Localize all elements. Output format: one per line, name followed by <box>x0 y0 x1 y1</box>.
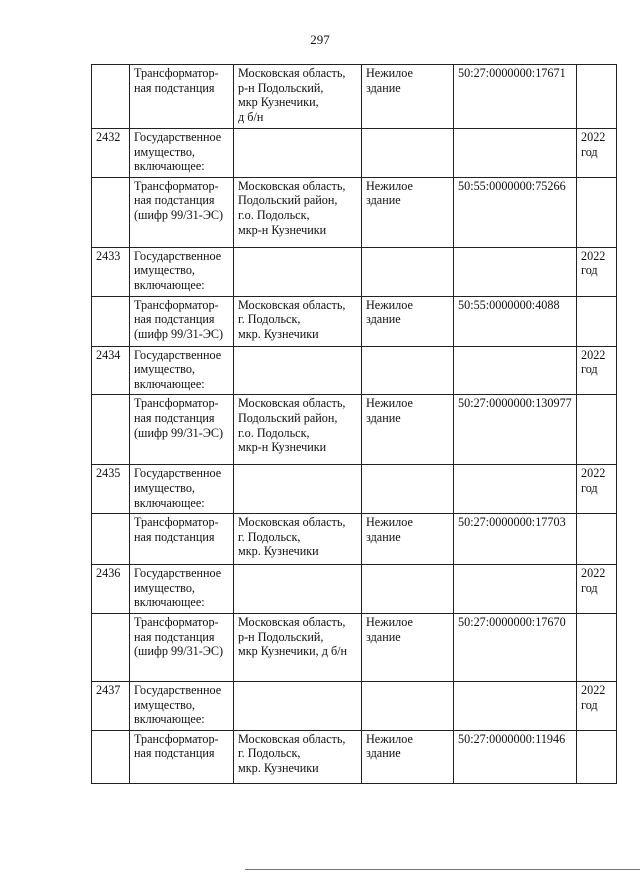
item-year-cell <box>577 177 617 247</box>
item-name-cell <box>130 296 234 346</box>
entry-group-line: имущество, <box>134 144 195 159</box>
entry-number-cell <box>92 129 130 178</box>
item-address-line: мкр. Кузнечики <box>238 326 319 341</box>
table-row <box>92 395 617 465</box>
entry-address-cell <box>234 465 362 514</box>
entry-group-line: имущество, <box>134 362 195 377</box>
item-cadastral-cell <box>454 177 577 247</box>
entry-year-line: 2022 <box>581 130 606 144</box>
entry-number: 2432 <box>96 130 121 144</box>
item-purpose-line: здание <box>366 193 401 208</box>
entry-cadastral-cell <box>454 565 577 614</box>
entry-address-cell <box>234 129 362 178</box>
entry-group-line: включающее: <box>134 712 205 727</box>
item-address-cell <box>234 395 362 465</box>
item-name-cell <box>130 65 234 129</box>
item-purpose-cell <box>362 296 454 346</box>
entry-year-cell <box>577 129 617 178</box>
item-cadastral-cell <box>454 613 577 681</box>
item-year-cell <box>577 730 617 783</box>
item-number-cell <box>92 395 130 465</box>
item-address-cell <box>234 730 362 783</box>
item-address-line: Московская область, <box>238 178 346 193</box>
item-address-line: Московская область, <box>238 515 346 530</box>
item-address-line: Московская область, <box>238 66 346 80</box>
entry-year-line: год <box>581 580 598 595</box>
item-name-line: Трансформатор- <box>134 614 219 629</box>
entry-address-cell <box>234 681 362 730</box>
item-address-line: д б/н <box>238 109 264 124</box>
register-body <box>92 65 617 784</box>
item-name-cell <box>130 613 234 681</box>
table-row <box>92 65 617 129</box>
item-purpose-line: здание <box>366 80 401 95</box>
entry-group-line: включающее: <box>134 277 205 292</box>
entry-group-line: Государственное <box>134 682 222 697</box>
entry-purpose-cell <box>362 681 454 730</box>
cadastral-number: 50:55:0000000:75266 <box>458 178 566 193</box>
item-name-cell <box>130 177 234 247</box>
item-name-line: ная подстанция <box>134 529 215 544</box>
entry-year-cell <box>577 465 617 514</box>
item-address-line: мкр. Кузнечики <box>238 760 319 775</box>
item-purpose-line: Нежилое <box>366 66 413 80</box>
entry-year-line: год <box>581 144 598 159</box>
entry-cadastral-cell <box>454 681 577 730</box>
item-address-line: мкр-н Кузнечики <box>238 440 327 455</box>
item-address-cell <box>234 177 362 247</box>
item-address-line: Подольский район, <box>238 193 338 208</box>
item-year-cell <box>577 65 617 129</box>
table-row <box>92 247 617 296</box>
entry-number: 2433 <box>96 248 121 263</box>
entry-purpose-cell <box>362 346 454 395</box>
entry-year-cell <box>577 565 617 614</box>
entry-year-cell <box>577 681 617 730</box>
cadastral-number: 50:55:0000000:4088 <box>458 297 560 312</box>
cadastral-number: 50:27:0000000:11946 <box>458 731 566 746</box>
entry-group-cell <box>130 465 234 514</box>
item-name-line: Трансформатор- <box>134 178 219 193</box>
page-bottom-rule <box>245 869 640 870</box>
table-row <box>92 514 617 565</box>
item-address-line: Московская область, <box>238 614 346 629</box>
entry-number: 2436 <box>96 566 121 581</box>
item-name-line: (шифр 99/31-ЭС) <box>134 207 224 222</box>
table-row <box>92 730 617 783</box>
entry-group-line: включающее: <box>134 376 205 391</box>
item-purpose-cell <box>362 514 454 565</box>
property-register-table <box>91 64 617 784</box>
item-year-cell <box>577 613 617 681</box>
entry-group-cell <box>130 565 234 614</box>
table-row <box>92 465 617 514</box>
item-name-line: ная подстанция <box>134 193 215 208</box>
item-number-cell <box>92 730 130 783</box>
entry-purpose-cell <box>362 465 454 514</box>
item-name-line: Трансформатор- <box>134 515 219 530</box>
entry-number: 2434 <box>96 347 121 362</box>
item-address-line: мкр. Кузнечики <box>238 544 319 559</box>
table-row <box>92 177 617 247</box>
item-purpose-line: здание <box>366 312 401 327</box>
item-address-line: мкр Кузнечики, <box>238 95 319 110</box>
table-row <box>92 346 617 395</box>
item-address-line: мкр-н Кузнечики <box>238 222 327 237</box>
item-name-line: Трансформатор- <box>134 297 219 312</box>
item-address-line: г. Подольск, <box>238 746 301 761</box>
item-address-line: Московская область, <box>238 396 346 411</box>
entry-number: 2437 <box>96 682 121 697</box>
item-number-cell <box>92 514 130 565</box>
entry-group-cell <box>130 346 234 395</box>
entry-group-line: включающее: <box>134 595 205 610</box>
entry-group-line: имущество, <box>134 697 195 712</box>
item-name-line: ная подстанция <box>134 629 215 644</box>
item-year-cell <box>577 395 617 465</box>
item-purpose-cell <box>362 730 454 783</box>
item-purpose-cell <box>362 177 454 247</box>
item-address-line: г. Подольск, <box>238 529 301 544</box>
entry-number-cell <box>92 681 130 730</box>
item-purpose-line: здание <box>366 410 401 425</box>
item-address-line: Подольский район, <box>238 410 338 425</box>
item-purpose-cell <box>362 65 454 129</box>
entry-cadastral-cell <box>454 465 577 514</box>
item-address-cell <box>234 65 362 129</box>
item-address-line: г.о. Подольск, <box>238 425 310 440</box>
entry-year-line: год <box>581 697 598 712</box>
item-address-line: г. Подольск, <box>238 312 301 327</box>
item-name-cell <box>130 730 234 783</box>
item-cadastral-cell <box>454 296 577 346</box>
entry-year-cell <box>577 346 617 395</box>
item-purpose-line: Нежилое <box>366 515 413 530</box>
table-row <box>92 565 617 614</box>
entry-year-line: 2022 <box>581 347 606 362</box>
entry-group-cell <box>130 129 234 178</box>
item-purpose-line: здание <box>366 629 401 644</box>
cadastral-number: 50:27:0000000:17703 <box>458 515 566 530</box>
entry-purpose-cell <box>362 129 454 178</box>
item-address-line: р-н Подольский, <box>238 629 324 644</box>
item-purpose-line: Нежилое <box>366 297 413 312</box>
cadastral-number: 50:27:0000000:17670 <box>458 614 566 629</box>
item-name-line: Трансформатор- <box>134 731 219 746</box>
item-cadastral-cell <box>454 730 577 783</box>
item-address-line: р-н Подольский, <box>238 80 324 95</box>
item-name-line: ная подстанция <box>134 410 215 425</box>
item-name-line: (шифр 99/31-ЭС) <box>134 425 224 440</box>
item-address-line: Московская область, <box>238 297 346 312</box>
entry-group-line: Государственное <box>134 130 222 144</box>
entry-group-line: имущество, <box>134 263 195 278</box>
item-address-line: мкр Кузнечики, д б/н <box>238 644 348 659</box>
entry-address-cell <box>234 346 362 395</box>
item-name-line: ная подстанция <box>134 312 215 327</box>
entry-number-cell <box>92 465 130 514</box>
entry-group-cell <box>130 247 234 296</box>
entry-group-line: имущество, <box>134 580 195 595</box>
item-cadastral-cell <box>454 395 577 465</box>
entry-address-cell <box>234 565 362 614</box>
cadastral-number: 50:27:0000000:130977 <box>458 396 572 411</box>
item-purpose-cell <box>362 613 454 681</box>
entry-group-line: Государственное <box>134 248 222 263</box>
item-cadastral-cell <box>454 514 577 565</box>
entry-year-line: год <box>581 480 598 495</box>
item-address-cell <box>234 613 362 681</box>
entry-year-line: 2022 <box>581 248 606 263</box>
table-row <box>92 681 617 730</box>
entry-year-line: 2022 <box>581 682 606 697</box>
item-purpose-line: здание <box>366 746 401 761</box>
entry-purpose-cell <box>362 247 454 296</box>
item-cadastral-cell <box>454 65 577 129</box>
table-row <box>92 613 617 681</box>
entry-group-line: Государственное <box>134 347 222 362</box>
entry-group-cell <box>130 681 234 730</box>
entry-year-line: год <box>581 362 598 377</box>
item-address-line: г.о. Подольск, <box>238 207 310 222</box>
item-number-cell <box>92 65 130 129</box>
item-address-cell <box>234 296 362 346</box>
item-name-cell <box>130 395 234 465</box>
entry-group-line: включающее: <box>134 159 205 174</box>
item-name-line: ная подстанция <box>134 80 215 95</box>
item-purpose-line: Нежилое <box>366 178 413 193</box>
item-name-cell <box>130 514 234 565</box>
entry-year-cell <box>577 247 617 296</box>
entry-cadastral-cell <box>454 346 577 395</box>
entry-address-cell <box>234 247 362 296</box>
item-year-cell <box>577 296 617 346</box>
table-row <box>92 129 617 178</box>
item-name-line: Трансформатор- <box>134 396 219 411</box>
entry-group-line: включающее: <box>134 495 205 510</box>
item-name-line: (шифр 99/31-ЭС) <box>134 326 224 341</box>
item-name-line: (шифр 99/31-ЭС) <box>134 644 224 659</box>
entry-purpose-cell <box>362 565 454 614</box>
page-number: 297 <box>310 32 330 47</box>
entry-cadastral-cell <box>454 247 577 296</box>
item-number-cell <box>92 296 130 346</box>
item-name-line: ная подстанция <box>134 746 215 761</box>
entry-group-line: имущество, <box>134 480 195 495</box>
cadastral-number: 50:27:0000000:17671 <box>458 66 566 80</box>
item-purpose-line: Нежилое <box>366 731 413 746</box>
item-purpose-cell <box>362 395 454 465</box>
item-address-cell <box>234 514 362 565</box>
item-number-cell <box>92 177 130 247</box>
item-purpose-line: здание <box>366 529 401 544</box>
entry-number: 2435 <box>96 466 121 481</box>
table-row <box>92 296 617 346</box>
entry-number-cell <box>92 247 130 296</box>
item-purpose-line: Нежилое <box>366 614 413 629</box>
entry-cadastral-cell <box>454 129 577 178</box>
entry-number-cell <box>92 346 130 395</box>
entry-year-line: год <box>581 263 598 278</box>
item-name-line: Трансформатор- <box>134 66 219 80</box>
entry-year-line: 2022 <box>581 466 606 481</box>
item-address-line: Московская область, <box>238 731 346 746</box>
entry-group-line: Государственное <box>134 566 222 581</box>
item-number-cell <box>92 613 130 681</box>
entry-group-line: Государственное <box>134 466 222 481</box>
entry-year-line: 2022 <box>581 566 606 581</box>
item-purpose-line: Нежилое <box>366 396 413 411</box>
entry-number-cell <box>92 565 130 614</box>
item-year-cell <box>577 514 617 565</box>
